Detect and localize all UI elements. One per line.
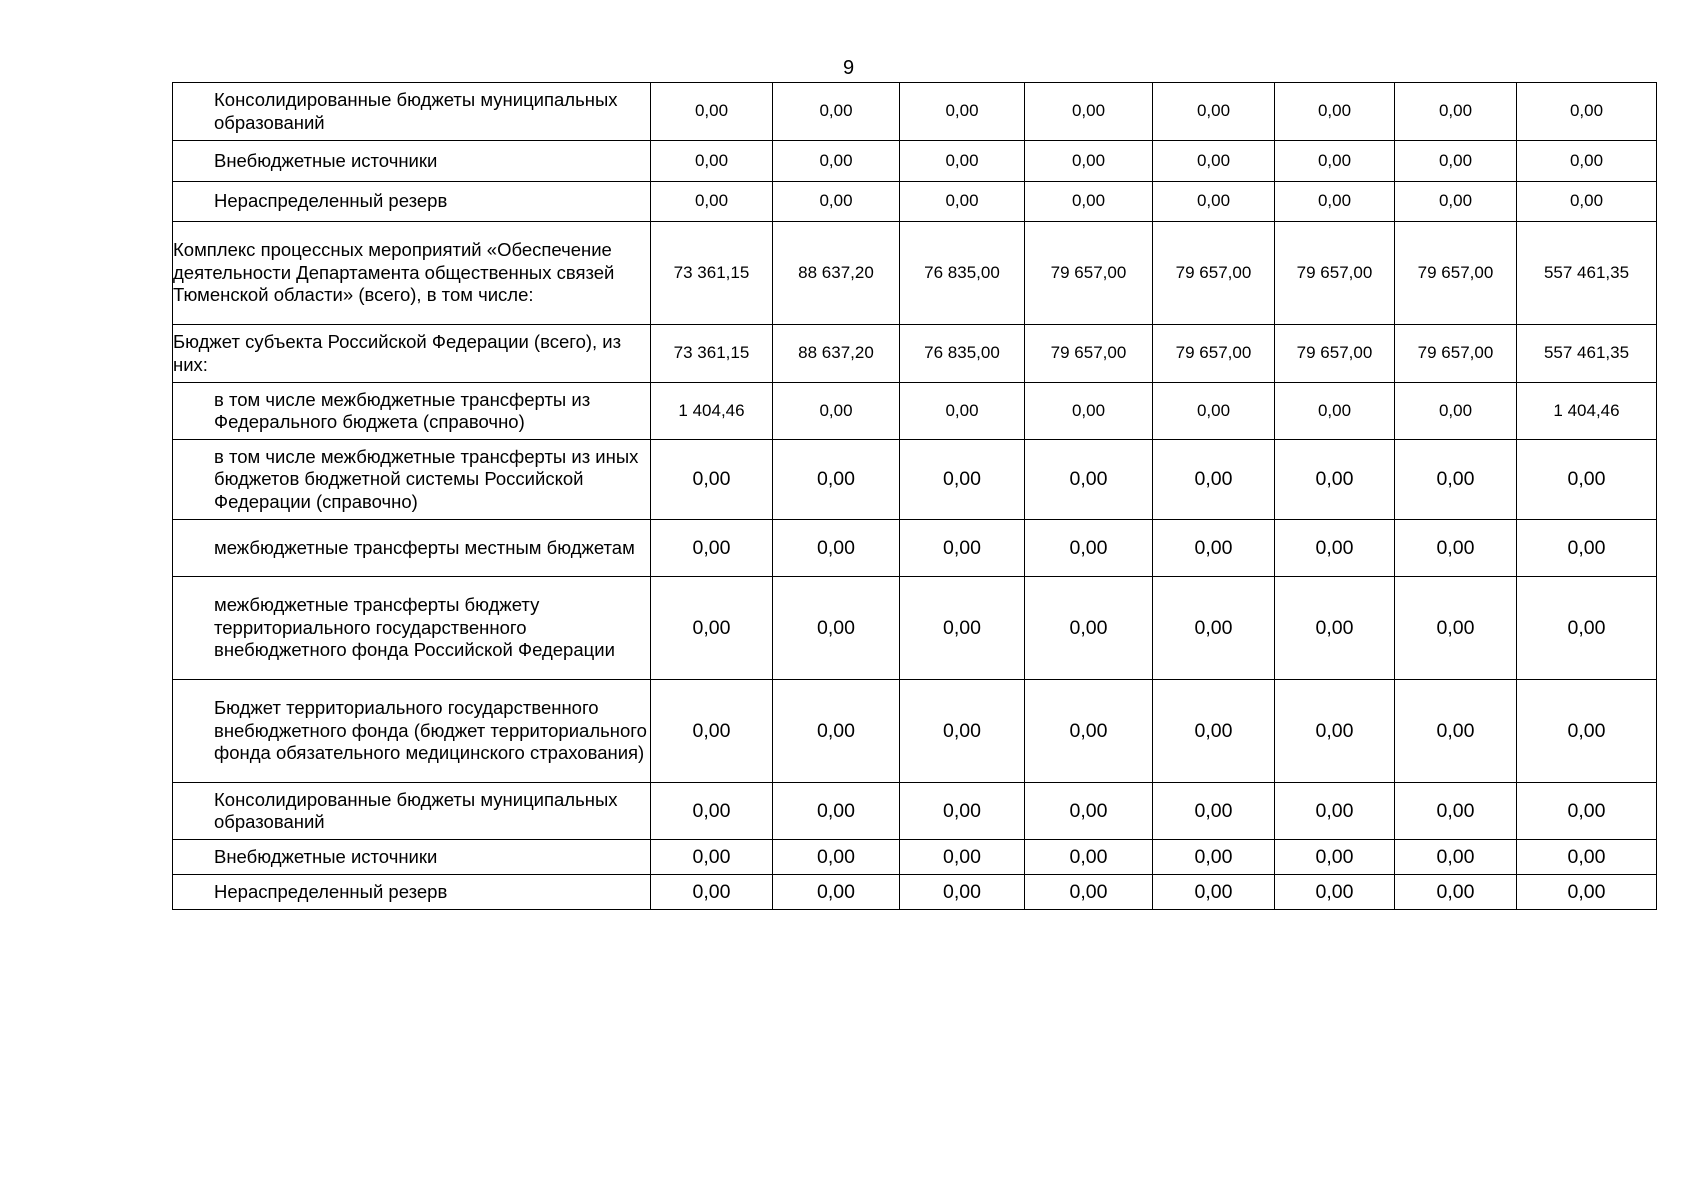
value-cell: 0,00: [651, 520, 773, 577]
value-cell: 79 657,00: [1025, 325, 1153, 383]
value-cell: 73 361,15: [651, 325, 773, 383]
value-cell: 0,00: [900, 440, 1025, 520]
value-cell: 0,00: [1025, 182, 1153, 222]
value-cell: 0,00: [1025, 577, 1153, 680]
value-cell: 0,00: [1517, 440, 1657, 520]
value-cell: 76 835,00: [900, 222, 1025, 325]
value-cell: 0,00: [1153, 383, 1275, 440]
value-cell: 0,00: [1153, 783, 1275, 840]
value-cell: 79 657,00: [1395, 325, 1517, 383]
row-label: Комплекс процессных мероприятий «Обеспечение деятельности Департамента общественных связей Тюменской области» (всего), в том числе:: [173, 222, 651, 325]
table-row: [173, 141, 1657, 182]
value-cell: 0,00: [1275, 577, 1395, 680]
value-cell: 0,00: [1025, 875, 1153, 910]
value-cell: 0,00: [1025, 840, 1153, 875]
value-cell: 0,00: [1395, 182, 1517, 222]
value-cell: 0,00: [1025, 520, 1153, 577]
value-cell: 0,00: [1517, 840, 1657, 875]
value-cell: 79 657,00: [1153, 222, 1275, 325]
value-cell: 0,00: [773, 141, 900, 182]
value-cell: 0,00: [1153, 577, 1275, 680]
value-cell: 79 657,00: [1395, 222, 1517, 325]
page-number: 9: [842, 57, 855, 79]
budget-table: [172, 82, 1657, 910]
table-row: [173, 680, 1657, 783]
value-cell: 0,00: [1275, 182, 1395, 222]
value-cell: 0,00: [773, 680, 900, 783]
value-cell: 0,00: [1153, 680, 1275, 783]
value-cell: 0,00: [1517, 141, 1657, 182]
value-cell: 0,00: [900, 840, 1025, 875]
row-label: Внебюджетные источники: [173, 840, 651, 875]
value-cell: 79 657,00: [1275, 222, 1395, 325]
value-cell: 0,00: [1395, 520, 1517, 577]
value-cell: 0,00: [1025, 440, 1153, 520]
value-cell: 0,00: [773, 783, 900, 840]
value-cell: 0,00: [1395, 440, 1517, 520]
table-body: [173, 83, 1657, 910]
value-cell: 0,00: [900, 577, 1025, 680]
value-cell: 0,00: [1275, 840, 1395, 875]
value-cell: 1 404,46: [1517, 383, 1657, 440]
value-cell: 0,00: [1025, 141, 1153, 182]
value-cell: 0,00: [1025, 680, 1153, 783]
value-cell: 0,00: [1395, 383, 1517, 440]
value-cell: 0,00: [773, 840, 900, 875]
value-cell: 0,00: [1517, 520, 1657, 577]
value-cell: 0,00: [1275, 141, 1395, 182]
value-cell: 0,00: [900, 520, 1025, 577]
value-cell: 0,00: [1395, 83, 1517, 141]
value-cell: 0,00: [1153, 520, 1275, 577]
value-cell: 0,00: [1517, 875, 1657, 910]
value-cell: 0,00: [1153, 440, 1275, 520]
value-cell: 0,00: [1395, 577, 1517, 680]
value-cell: 0,00: [773, 182, 900, 222]
table-row: [173, 520, 1657, 577]
row-label: в том числе межбюджетные трансферты из иных бюджетов бюджетной системы Российской Федерации (справочно): [173, 440, 651, 520]
table-row: [173, 875, 1657, 910]
value-cell: 0,00: [900, 383, 1025, 440]
value-cell: 0,00: [651, 182, 773, 222]
value-cell: 0,00: [1275, 383, 1395, 440]
value-cell: 0,00: [1395, 680, 1517, 783]
value-cell: 0,00: [1153, 141, 1275, 182]
value-cell: 0,00: [773, 577, 900, 680]
table-row: [173, 83, 1657, 141]
table-row: [173, 182, 1657, 222]
row-label: межбюджетные трансферты бюджету территориального государственного внебюджетного фонда Российской Федерации: [173, 577, 651, 680]
value-cell: 0,00: [773, 83, 900, 141]
value-cell: 0,00: [900, 182, 1025, 222]
row-label: Внебюджетные источники: [173, 141, 651, 182]
value-cell: 0,00: [1395, 840, 1517, 875]
table-row: [173, 383, 1657, 440]
row-label: Консолидированные бюджеты муниципальных образований: [173, 83, 651, 141]
table-row: [173, 783, 1657, 840]
table-row: [173, 440, 1657, 520]
value-cell: 557 461,35: [1517, 325, 1657, 383]
value-cell: 0,00: [773, 520, 900, 577]
value-cell: 0,00: [1395, 875, 1517, 910]
value-cell: 0,00: [773, 875, 900, 910]
value-cell: 0,00: [1025, 383, 1153, 440]
value-cell: 0,00: [651, 141, 773, 182]
value-cell: 79 657,00: [1153, 325, 1275, 383]
value-cell: 0,00: [651, 440, 773, 520]
row-label: Бюджет территориального государственного внебюджетного фонда (бюджет территориального фонда обязательного медицинского страхования): [173, 680, 651, 783]
value-cell: 88 637,20: [773, 325, 900, 383]
value-cell: 0,00: [651, 680, 773, 783]
value-cell: 0,00: [1275, 83, 1395, 141]
value-cell: 0,00: [1275, 680, 1395, 783]
value-cell: 0,00: [900, 83, 1025, 141]
value-cell: 88 637,20: [773, 222, 900, 325]
value-cell: 0,00: [1517, 577, 1657, 680]
value-cell: 0,00: [651, 83, 773, 141]
table-row: [173, 222, 1657, 325]
row-label: Нераспределенный резерв: [173, 182, 651, 222]
value-cell: 73 361,15: [651, 222, 773, 325]
table-row: [173, 577, 1657, 680]
value-cell: 79 657,00: [1025, 222, 1153, 325]
value-cell: 0,00: [1275, 875, 1395, 910]
value-cell: 0,00: [1153, 182, 1275, 222]
value-cell: 0,00: [651, 783, 773, 840]
value-cell: 0,00: [651, 840, 773, 875]
value-cell: 0,00: [1517, 783, 1657, 840]
row-label: Нераспределенный резерв: [173, 875, 651, 910]
value-cell: 0,00: [651, 875, 773, 910]
value-cell: 79 657,00: [1275, 325, 1395, 383]
row-label: Бюджет субъекта Российской Федерации (всего), из них:: [173, 325, 651, 383]
value-cell: 0,00: [1517, 182, 1657, 222]
value-cell: 0,00: [1395, 783, 1517, 840]
row-label: Консолидированные бюджеты муниципальных образований: [173, 783, 651, 840]
row-label: межбюджетные трансферты местным бюджетам: [173, 520, 651, 577]
value-cell: 0,00: [1153, 875, 1275, 910]
value-cell: 0,00: [900, 680, 1025, 783]
value-cell: 0,00: [1153, 840, 1275, 875]
row-label: в том числе межбюджетные трансферты из Федерального бюджета (справочно): [173, 383, 651, 440]
table-row: [173, 840, 1657, 875]
value-cell: 0,00: [900, 783, 1025, 840]
value-cell: 0,00: [1153, 83, 1275, 141]
value-cell: 557 461,35: [1517, 222, 1657, 325]
table-row: [173, 325, 1657, 383]
value-cell: 0,00: [900, 875, 1025, 910]
value-cell: 0,00: [900, 141, 1025, 182]
value-cell: 76 835,00: [900, 325, 1025, 383]
value-cell: 0,00: [1517, 680, 1657, 783]
value-cell: 0,00: [1395, 141, 1517, 182]
value-cell: 0,00: [1517, 83, 1657, 141]
value-cell: 0,00: [1275, 520, 1395, 577]
value-cell: 0,00: [1025, 783, 1153, 840]
value-cell: 0,00: [773, 383, 900, 440]
value-cell: 0,00: [1275, 440, 1395, 520]
value-cell: 0,00: [651, 577, 773, 680]
value-cell: 0,00: [1275, 783, 1395, 840]
value-cell: 0,00: [1025, 83, 1153, 141]
value-cell: 0,00: [773, 440, 900, 520]
value-cell: 1 404,46: [651, 383, 773, 440]
